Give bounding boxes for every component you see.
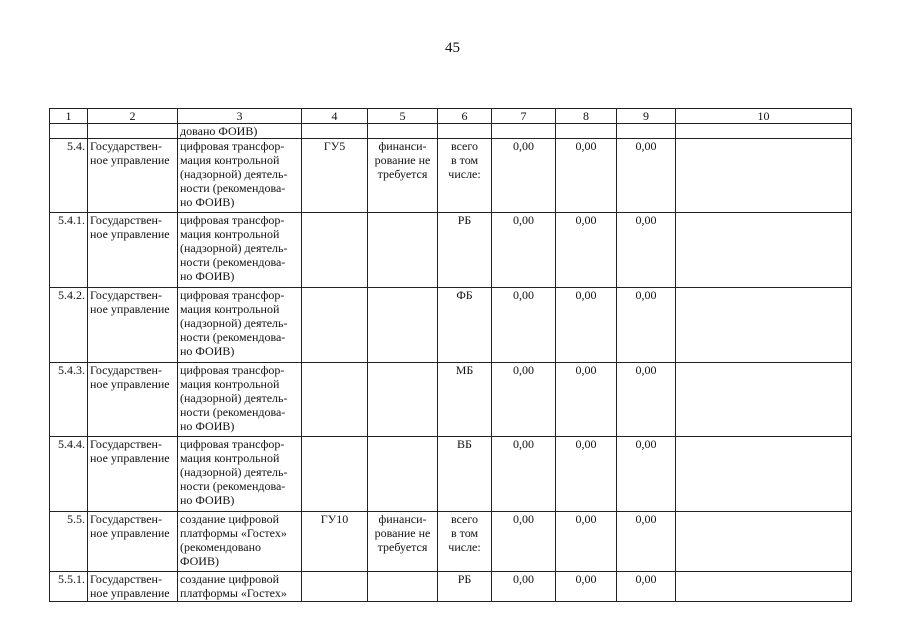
value-8-cell: 0,00 — [556, 288, 617, 363]
area-cell-line: Государствен- — [90, 288, 162, 302]
value-8-cell: 0,00 — [556, 572, 617, 602]
value-7-cell: 0,00 — [492, 363, 556, 437]
action-cell-line: (надзорной) деятель- — [180, 316, 288, 330]
action-cell-line: ФОИВ) — [180, 554, 219, 568]
header-row — [50, 109, 852, 124]
funding-cell — [368, 363, 438, 437]
source-cell-line: в том — [450, 526, 479, 540]
row-number: 5.4. — [50, 139, 88, 213]
action-cell-line: ности (рекомендова- — [180, 181, 286, 195]
action-cell — [178, 213, 302, 288]
value-7-cell: 0,00 — [492, 512, 556, 572]
action-cell-line: но ФОИВ) — [180, 419, 235, 433]
code-cell — [302, 288, 368, 363]
action-cell — [178, 288, 302, 363]
action-cell — [178, 512, 302, 572]
header-cell: 5 — [368, 109, 438, 124]
source-cell-line: числе: — [448, 540, 481, 554]
value-8-cell: 0,00 — [556, 512, 617, 572]
area-cell-line: ное управление — [90, 586, 170, 600]
action-cell-line: ности (рекомендова- — [180, 255, 286, 269]
area-cell — [88, 363, 178, 437]
action-cell-line: мация контрольной — [180, 451, 280, 465]
action-cell-line: но ФОИВ) — [180, 269, 235, 283]
row-number: 5.4.4. — [50, 437, 88, 512]
funding-cell — [368, 512, 438, 572]
action-cell-line: мация контрольной — [180, 153, 280, 167]
source-cell — [438, 572, 492, 602]
area-cell-line: Государствен- — [90, 363, 162, 377]
action-cell-line: платформы «Гостех» — [180, 526, 287, 540]
value-9-cell: 0,00 — [617, 288, 676, 363]
action-cell-line: (надзорной) деятель- — [180, 167, 288, 181]
action-cell-line: (рекомендовано — [180, 540, 262, 554]
source-cell — [438, 437, 492, 512]
row-number: 5.4.2. — [50, 288, 88, 363]
value-8-cell: 0,00 — [556, 213, 617, 288]
action-cell-line: цифровая трансфор- — [180, 139, 285, 153]
action-cell — [178, 139, 302, 213]
row-number: 5.4.1. — [50, 213, 88, 288]
action-cell-line: цифровая трансфор- — [180, 363, 285, 377]
area-cell — [88, 213, 178, 288]
value-8-cell: 0,00 — [556, 139, 617, 213]
funding-cell-line: финанси- — [378, 512, 427, 526]
code-cell: ГУ5 — [302, 139, 368, 213]
area-cell-line: ное управление — [90, 526, 170, 540]
funding-cell — [368, 288, 438, 363]
action-cell-line: (надзорной) деятель- — [180, 391, 288, 405]
action-cell — [178, 572, 302, 602]
action-cell-line: (надзорной) деятель- — [180, 241, 288, 255]
area-cell-line: Государствен- — [90, 512, 162, 526]
source-cell — [438, 512, 492, 572]
table-row — [50, 437, 852, 512]
area-cell-line: ное управление — [90, 302, 170, 316]
header-cell: 6 — [438, 109, 492, 124]
action-cell-line: мация контрольной — [180, 302, 280, 316]
table-row — [50, 512, 852, 572]
source-cell-line: ВБ — [457, 437, 472, 451]
continuation-row — [50, 124, 852, 139]
action-cell-line: создание цифровой — [180, 512, 280, 526]
action-cell-line: мация контрольной — [180, 377, 280, 391]
table-row — [50, 139, 852, 213]
area-cell-line: Государствен- — [90, 572, 162, 586]
action-cell-line: цифровая трансфор- — [180, 437, 285, 451]
notes-cell — [676, 139, 852, 213]
value-7-cell: 0,00 — [492, 572, 556, 602]
area-cell — [88, 139, 178, 213]
row-number: 5.5. — [50, 512, 88, 572]
value-7-cell: 0,00 — [492, 213, 556, 288]
code-cell — [302, 437, 368, 512]
area-cell-line: ное управление — [90, 153, 170, 167]
code-cell — [302, 572, 368, 602]
area-cell-line: ное управление — [90, 227, 170, 241]
header-cell: 2 — [88, 109, 178, 124]
action-cell-line: (надзорной) деятель- — [180, 465, 288, 479]
source-cell — [438, 139, 492, 213]
value-9-cell: 0,00 — [617, 437, 676, 512]
funding-cell-line: рование не — [374, 526, 431, 540]
action-cell-line: но ФОИВ) — [180, 195, 235, 209]
row-number: 5.5.1. — [50, 572, 88, 602]
area-cell — [88, 572, 178, 602]
value-9-cell: 0,00 — [617, 512, 676, 572]
code-cell — [302, 363, 368, 437]
action-cell-line: ности (рекомендова- — [180, 479, 286, 493]
area-cell-line: ное управление — [90, 377, 170, 391]
source-cell-line: РБ — [457, 213, 472, 227]
source-cell-line: всего — [450, 512, 479, 526]
value-7-cell: 0,00 — [492, 437, 556, 512]
notes-cell — [676, 363, 852, 437]
notes-cell — [676, 437, 852, 512]
value-7-cell: 0,00 — [492, 288, 556, 363]
notes-cell — [676, 572, 852, 602]
table-row — [50, 363, 852, 437]
source-cell-line: в том — [450, 153, 479, 167]
header-cell: 9 — [617, 109, 676, 124]
value-8-cell: 0,00 — [556, 363, 617, 437]
funding-cell-line: финанси- — [378, 139, 427, 153]
action-cell — [178, 363, 302, 437]
source-cell-line: ФБ — [456, 288, 473, 302]
action-cell-line: цифровая трансфор- — [180, 213, 285, 227]
funding-cell — [368, 213, 438, 288]
action-cell-line: создание цифровой — [180, 572, 280, 586]
value-9-cell: 0,00 — [617, 363, 676, 437]
source-cell — [438, 213, 492, 288]
source-cell-line: РБ — [457, 572, 472, 586]
area-cell-line: ное управление — [90, 451, 170, 465]
source-cell — [438, 363, 492, 437]
funding-cell — [368, 139, 438, 213]
funding-cell — [368, 437, 438, 512]
code-cell: ГУ10 — [302, 512, 368, 572]
source-cell-line: числе: — [448, 167, 481, 181]
action-cell-line: цифровая трансфор- — [180, 288, 285, 302]
header-cell: 10 — [676, 109, 852, 124]
area-cell-line: Государствен- — [90, 139, 162, 153]
action-cell-line: ности (рекомендова- — [180, 330, 286, 344]
continuation-text: довано ФОИВ) — [178, 124, 302, 139]
action-cell-line: но ФОИВ) — [180, 493, 235, 507]
header-cell: 7 — [492, 109, 556, 124]
notes-cell — [676, 288, 852, 363]
code-cell — [302, 213, 368, 288]
area-cell-line: Государствен- — [90, 213, 162, 227]
action-cell-line: ности (рекомендова- — [180, 405, 286, 419]
header-cell: 8 — [556, 109, 617, 124]
source-cell-line: всего — [450, 139, 479, 153]
header-cell: 4 — [302, 109, 368, 124]
value-9-cell: 0,00 — [617, 213, 676, 288]
action-cell — [178, 437, 302, 512]
area-cell — [88, 288, 178, 363]
area-cell — [88, 512, 178, 572]
page-number: 45 — [445, 40, 460, 56]
value-8-cell: 0,00 — [556, 437, 617, 512]
action-cell-line: но ФОИВ) — [180, 344, 235, 358]
header-cell: 1 — [50, 109, 88, 124]
source-cell — [438, 288, 492, 363]
table-row — [50, 288, 852, 363]
funding-cell — [368, 572, 438, 602]
action-cell-line: мация контрольной — [180, 227, 280, 241]
value-7-cell: 0,00 — [492, 139, 556, 213]
data-table — [49, 108, 852, 602]
funding-cell-line: рование не — [374, 153, 431, 167]
action-cell-line: платформы «Гостех» — [180, 586, 287, 600]
funding-cell-line: требуется — [377, 540, 428, 554]
value-9-cell: 0,00 — [617, 139, 676, 213]
header-cell: 3 — [178, 109, 302, 124]
area-cell-line: Государствен- — [90, 437, 162, 451]
notes-cell — [676, 213, 852, 288]
funding-cell-line: требуется — [377, 167, 428, 181]
source-cell-line: МБ — [455, 363, 474, 377]
notes-cell — [676, 512, 852, 572]
row-number: 5.4.3. — [50, 363, 88, 437]
table-row — [50, 572, 852, 602]
value-9-cell: 0,00 — [617, 572, 676, 602]
area-cell — [88, 437, 178, 512]
table-row — [50, 213, 852, 288]
